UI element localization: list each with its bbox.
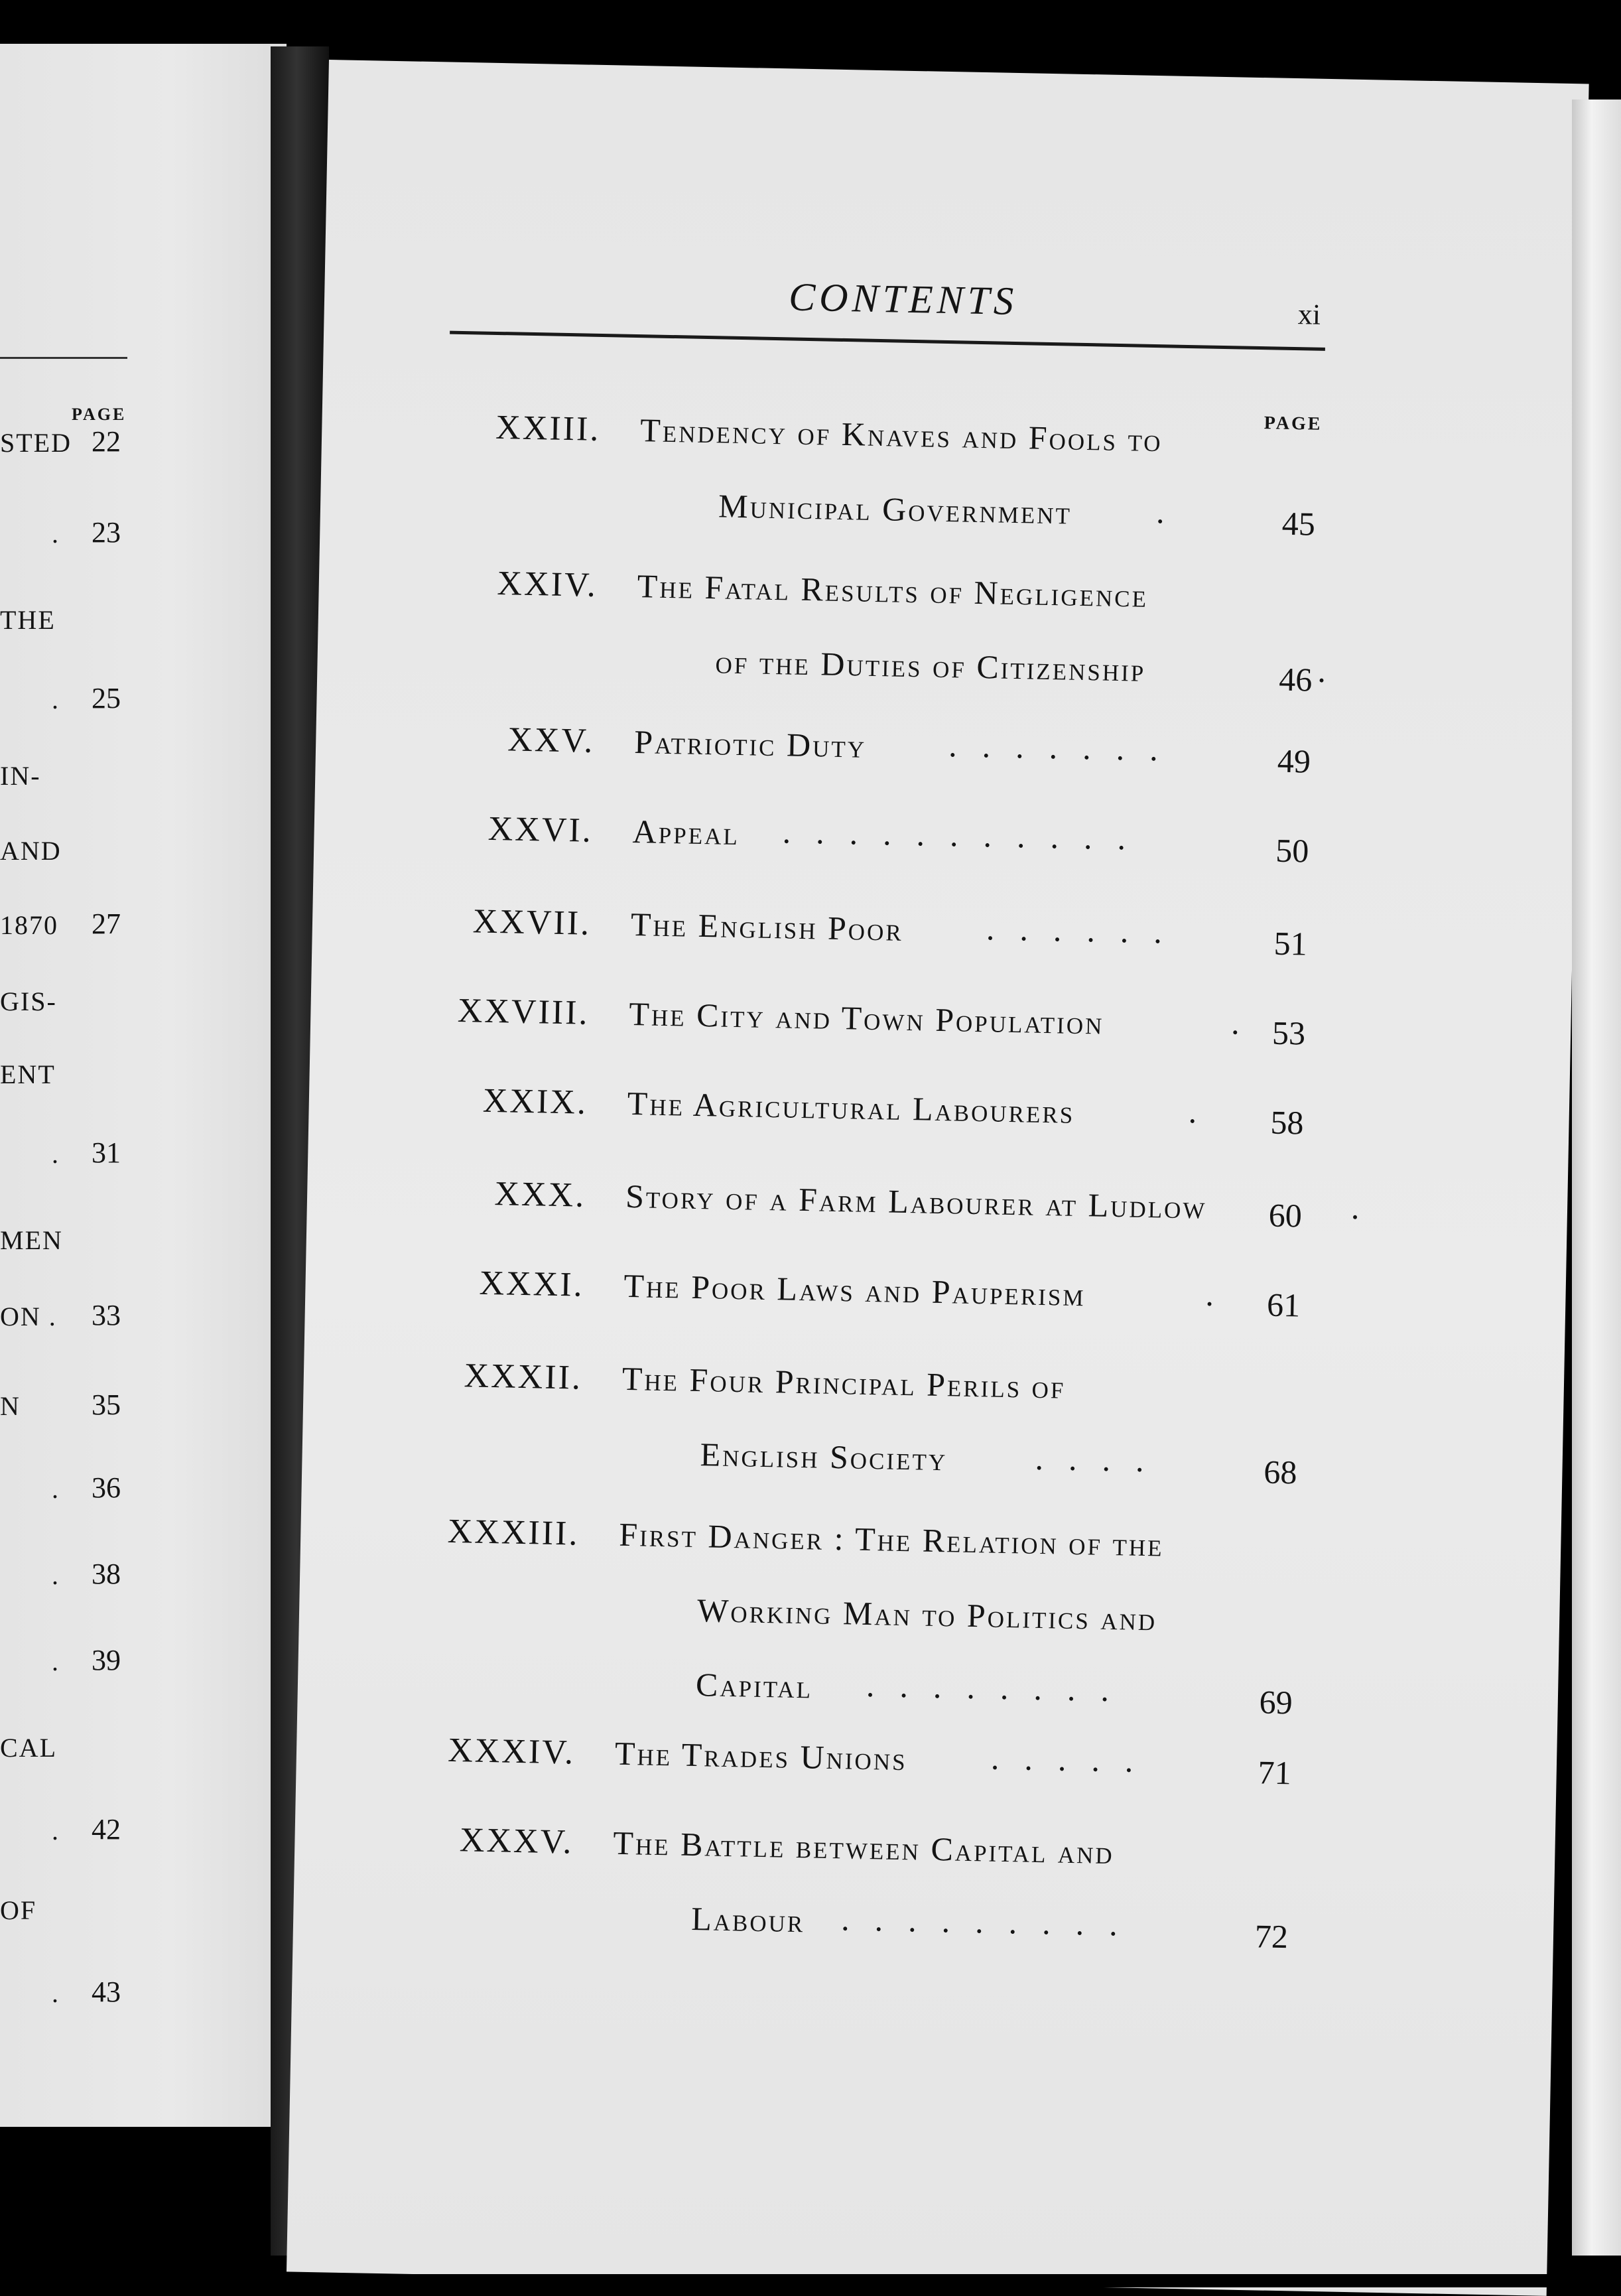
scan-border xyxy=(0,2274,1621,2287)
left-page-fragment: . xyxy=(52,1560,60,1590)
page-number: 61 xyxy=(1266,1286,1301,1324)
left-page-label: PAGE xyxy=(72,405,127,424)
left-page-fragment: . xyxy=(52,1978,60,2008)
chapter-title-line: The Trades Unions xyxy=(614,1734,908,1778)
chapter-title-line: The Four Principal Perils of xyxy=(621,1359,1067,1406)
chapter-title-line: Appeal xyxy=(632,813,740,852)
left-page-number: 38 xyxy=(92,1558,121,1590)
page-number: 69 xyxy=(1259,1683,1293,1722)
chapter-title-line: Municipal Government xyxy=(718,487,1072,531)
contents-page xyxy=(287,60,1589,2296)
page-number: 53 xyxy=(1271,1014,1306,1052)
left-page-number: 27 xyxy=(92,908,121,940)
chapter-number: XXXI. xyxy=(479,1264,585,1304)
left-page-fragment: AND xyxy=(0,836,62,866)
left-page-number: 25 xyxy=(92,682,121,714)
dot-leader: . xyxy=(1155,493,1191,531)
left-page-fragment: OF xyxy=(0,1895,37,1925)
page-number: 72 xyxy=(1254,1917,1289,1956)
chapter-title-line: The English Poor xyxy=(630,905,904,948)
left-page-number: 36 xyxy=(92,1471,121,1504)
chapter-number: XXVIII. xyxy=(457,991,590,1032)
left-page-fragment: 1870 xyxy=(0,910,58,940)
page-number: 58 xyxy=(1269,1103,1305,1142)
dot-leader: ...... xyxy=(986,910,1188,951)
chapter-title-line: Capital xyxy=(695,1666,813,1706)
chapter-title-line: Patriotic Duty xyxy=(633,723,867,765)
chapter-number: XXXII. xyxy=(464,1357,583,1397)
page-edge xyxy=(1572,100,1621,2256)
left-page-number: 35 xyxy=(92,1388,121,1421)
left-page-fragment: GIS- xyxy=(0,986,57,1016)
page-number: 50 xyxy=(1275,831,1309,870)
left-page-fragment: ENT xyxy=(0,1059,56,1089)
page-number: 68 xyxy=(1263,1453,1297,1491)
left-page-fragment: . xyxy=(52,1647,60,1676)
dot-leader: . xyxy=(1188,1093,1222,1131)
left-page-fragment: . xyxy=(52,1816,60,1846)
left-page-fragment: . xyxy=(52,1474,60,1504)
dot-leader: ....... xyxy=(948,726,1184,768)
chapter-number: XXVI. xyxy=(487,809,594,850)
page-title: CONTENTS xyxy=(788,275,1018,323)
page-number: 45 xyxy=(1281,504,1316,543)
left-page xyxy=(0,44,287,2127)
chapter-number: XXIV. xyxy=(497,565,598,604)
chapter-number: XXX. xyxy=(494,1175,586,1215)
left-page-fragment: . xyxy=(52,685,60,714)
left-page-fragment: THE xyxy=(0,605,56,635)
chapter-title-line: The Fatal Results of Negligence xyxy=(637,567,1149,614)
chapter-number: XXVII. xyxy=(472,902,592,943)
chapter-title-line: The City and Town Population xyxy=(628,994,1104,1042)
page-number: 49 xyxy=(1277,742,1311,780)
page-number: 60 xyxy=(1268,1196,1303,1235)
left-page-rule xyxy=(0,357,127,359)
left-page-fragment: STED xyxy=(0,428,72,458)
chapter-title-line: Labour xyxy=(690,1900,805,1940)
left-page-number: 42 xyxy=(92,1813,121,1846)
chapter-number: XXV. xyxy=(507,720,595,760)
chapter-title-line: Story of a Farm Labourer at Ludlow xyxy=(625,1177,1208,1226)
left-page-fragment: MEN xyxy=(0,1225,63,1255)
chapter-number: XXIX. xyxy=(482,1081,588,1122)
chapter-title-line: Working Man to Politics and xyxy=(696,1591,1157,1638)
page-number: 51 xyxy=(1273,924,1308,963)
page-column-label: PAGE xyxy=(1264,413,1323,435)
left-page-number: 33 xyxy=(92,1299,121,1331)
dot-leader: ........ xyxy=(866,1666,1135,1709)
dot-leader: ..... xyxy=(990,1739,1159,1780)
left-page-number: 43 xyxy=(92,1976,121,2008)
chapter-number: XXIII. xyxy=(495,408,601,448)
chapter-title-line: of the Duties of Citizenship xyxy=(715,643,1146,689)
chapter-number: XXXIV. xyxy=(447,1731,576,1772)
page-number: 71 xyxy=(1258,1753,1292,1792)
left-page-fragment: IN- xyxy=(0,761,41,791)
page-folio: xi xyxy=(1297,298,1321,331)
dot-leader: .... xyxy=(1035,1439,1170,1479)
dot-leader: . xyxy=(1204,1275,1240,1314)
left-page-fragment: N xyxy=(0,1391,21,1421)
left-page-number: 22 xyxy=(92,425,121,458)
dot-leader: . xyxy=(1317,651,1352,690)
dot-leader: . xyxy=(1230,1004,1265,1042)
left-page-number: 39 xyxy=(92,1644,121,1676)
header-rule xyxy=(450,331,1325,351)
left-page-fragment: CAL xyxy=(0,1733,57,1763)
chapter-title-line: The Agricultural Labourers xyxy=(627,1084,1075,1130)
left-page-number: 23 xyxy=(92,516,121,549)
chapter-title-line: The Poor Laws and Pauperism xyxy=(623,1266,1086,1314)
chapter-number: XXXIII. xyxy=(447,1512,580,1553)
chapter-title-line: The Battle between Capital and xyxy=(612,1824,1115,1871)
chapter-title-line: First Danger : The Relation of the xyxy=(618,1515,1165,1564)
dot-leader: . xyxy=(1350,1188,1386,1227)
chapter-title-line: Tendency of Knaves and Fools to xyxy=(639,411,1163,459)
dot-leader: ......... xyxy=(840,1900,1143,1944)
left-page-fragment: . xyxy=(52,519,60,549)
left-page-fragment: . xyxy=(52,1139,60,1169)
page-number: 46 xyxy=(1278,660,1313,699)
dot-leader: ........... xyxy=(782,813,1151,858)
chapter-number: XXXV. xyxy=(459,1821,574,1861)
chapter-title-line: English Society xyxy=(700,1436,948,1478)
left-page-fragment: ON . xyxy=(0,1302,57,1331)
left-page-number: 31 xyxy=(92,1136,121,1169)
